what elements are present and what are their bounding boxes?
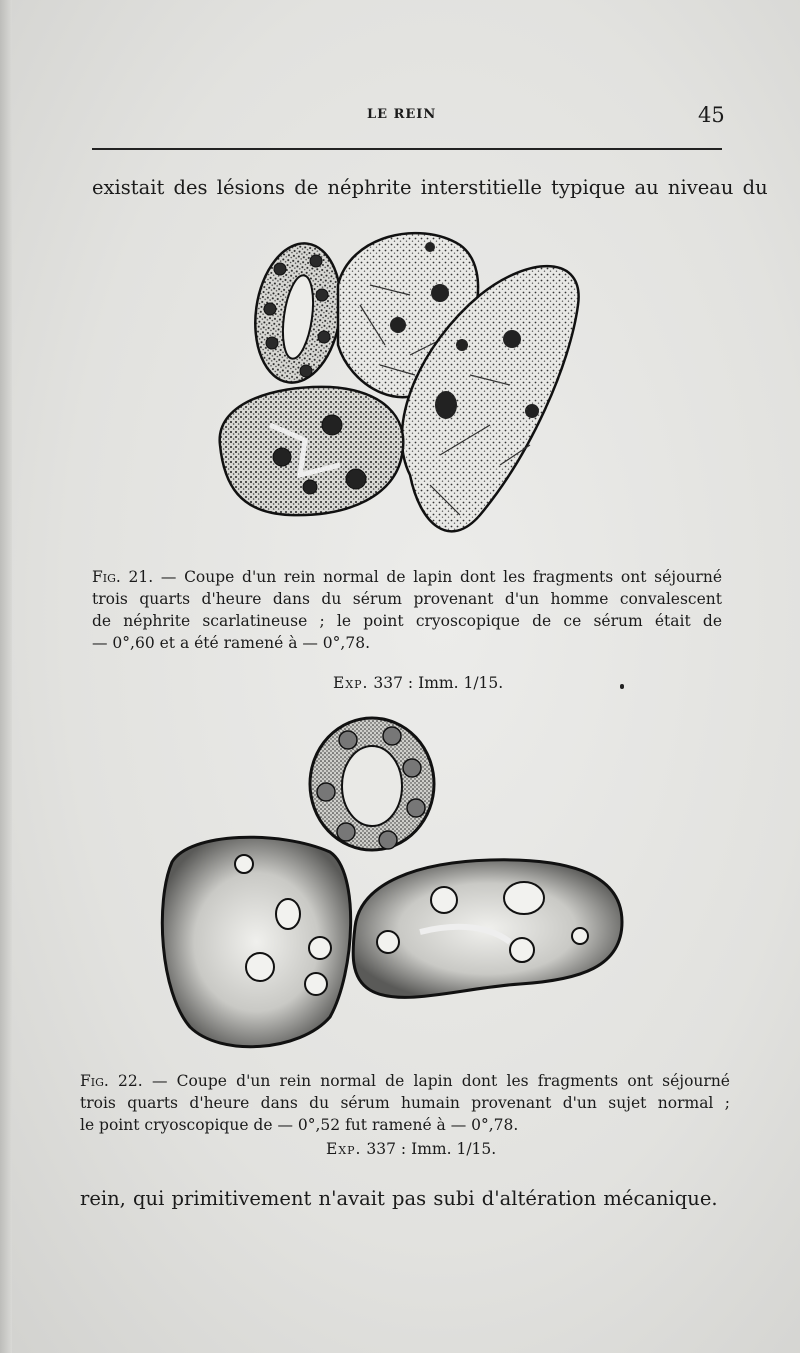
caption-line: le point cryoscopique de — 0°,52 fut ramené à — 0°,78. xyxy=(80,1116,519,1134)
running-head xyxy=(0,103,800,131)
page-edge-shadow xyxy=(0,0,12,1353)
caption-line: trois quarts d'heure dans du sérum humain provenant d'un sujet normal ; xyxy=(80,1094,730,1112)
exp-value: 337 : Imm. 1/15. xyxy=(366,1140,497,1158)
exp-label: Exp. xyxy=(326,1140,362,1158)
caption-line: Fig. 22. — Coupe d'un rein normal de lapin dont les fragments ont séjourné xyxy=(80,1072,730,1090)
figure-label: Fig. 22. xyxy=(80,1072,143,1090)
caption-line: Fig. 21. — Coupe d'un rein normal de lapin dont les fragments ont séjourné xyxy=(92,568,722,586)
caption-line: de néphrite scarlatineuse ; le point cryoscopique de ce sérum était de xyxy=(92,612,722,630)
figure-21-caption xyxy=(92,566,722,654)
header-rule xyxy=(92,148,722,150)
figure-22-exp-ref xyxy=(326,1140,496,1158)
figure-21-illustration xyxy=(210,225,590,545)
page-number: 45 xyxy=(698,103,725,127)
figure-label: Fig. 21. xyxy=(92,568,154,586)
figure-22-caption xyxy=(80,1070,730,1136)
exp-value: 337 : Imm. 1/15. xyxy=(373,674,504,692)
caption-line: — 0°,60 et a été ramené à — 0°,78. xyxy=(92,634,371,652)
caption-line: trois quarts d'heure dans du sérum provenant d'un homme convalescent xyxy=(92,590,722,608)
figure-21-exp-ref xyxy=(333,674,503,692)
exp-label: Exp. xyxy=(333,674,369,692)
figure-22-illustration xyxy=(160,712,630,1057)
body-text-bottom-line: rein, qui primitivement n'avait pas subi d'altération mécanique. xyxy=(80,1187,718,1210)
body-text-top-line: existait des lésions de néphrite interstitielle typique au niveau du xyxy=(92,176,768,199)
running-head-title: LE REIN xyxy=(367,107,437,122)
ink-speck xyxy=(620,684,624,689)
